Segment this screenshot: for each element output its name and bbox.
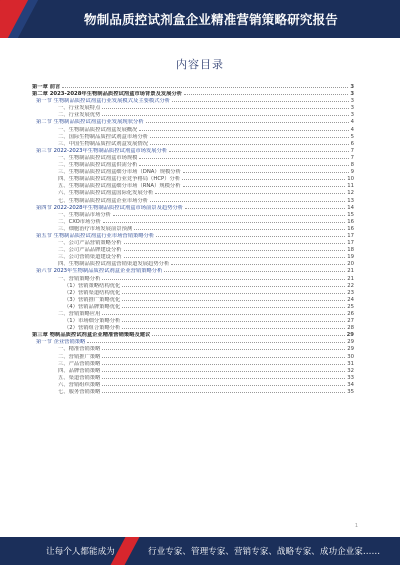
toc-entry[interactable]: [32, 84, 354, 91]
toc-entry-page: 34: [347, 381, 354, 388]
footer-slogan-right: 行业专家、管理专家、营销专家、战略专家、成功企业家……: [148, 547, 381, 557]
toc-entry-page: 12: [347, 190, 354, 197]
toc-leader-dots: [122, 293, 345, 294]
toc-entry-label: （4）营销品牌策略优化: [64, 303, 121, 310]
toc-entry-page: 27: [347, 318, 354, 325]
toc-entry[interactable]: [32, 261, 354, 268]
toc-entry-label: 第三章 物制品质控试剂盒企业精准营销策略及建议: [32, 332, 151, 339]
toc-entry[interactable]: [32, 368, 354, 375]
toc-entry[interactable]: [32, 290, 354, 297]
toc-entry-label: 七、服务营销策略: [58, 389, 101, 396]
toc-entry[interactable]: [32, 212, 354, 219]
toc-entry-label: 一、精准营销策略: [58, 346, 101, 353]
toc-leader-dots: [102, 357, 345, 358]
toc-entry-label: 五、生物制品质控试剂盒细分市场（RNA）规模分析: [58, 183, 181, 190]
toc-entry-label: （3）营销推广策略优化: [64, 296, 121, 303]
toc-entry-label: 二、营销策略应用: [58, 311, 101, 317]
toc-leader-dots: [152, 335, 344, 336]
toc-entry-label: 三、产品营销策略: [58, 360, 101, 367]
toc-entry-page: 31: [347, 360, 354, 367]
toc-leader-dots: [122, 321, 345, 322]
toc-entry-label: 二、生物制品质控试剂盒供需分析: [58, 162, 138, 169]
toc-entry[interactable]: [32, 205, 354, 212]
toc-leader-dots: [139, 158, 348, 159]
toc-entry-label: 二、CXO市场分析: [58, 218, 101, 225]
toc-leader-dots: [102, 349, 345, 350]
toc-entry-page: 7: [350, 147, 354, 154]
toc-entry-page: 32: [347, 367, 354, 374]
toc-entry-page: 28: [347, 325, 354, 332]
toc-leader-dots: [124, 257, 346, 258]
toc-leader-dots: [124, 250, 346, 251]
toc-entry[interactable]: [32, 354, 354, 361]
page-number: 1: [354, 523, 358, 529]
toc-entry-page: 19: [347, 254, 354, 261]
toc-entry[interactable]: [32, 254, 354, 261]
report-title: 物制品质控试剂盒企业精准营销策略研究报告: [84, 12, 339, 27]
toc-entry[interactable]: [32, 240, 354, 247]
toc-leader-dots: [156, 236, 345, 237]
toc-entry-label: 六、营销组织策略: [58, 381, 101, 388]
toc-entry-page: 4: [350, 119, 354, 126]
toc-entry-label: 第二章 2023-2028年生物制品质控试剂盒市场背景及发展分析: [32, 91, 183, 98]
toc-entry-page: 10: [347, 176, 354, 183]
toc-entry-label: （1）市场细分策略分析: [64, 318, 121, 325]
toc-leader-dots: [134, 229, 345, 230]
toc-leader-dots: [113, 215, 345, 216]
toc-leader-dots: [122, 307, 345, 308]
toc-entry-page: 24: [347, 296, 354, 303]
toc-entry[interactable]: [32, 375, 354, 382]
toc-entry-label: （1）营销策略结构优化: [64, 282, 121, 289]
toc-entry[interactable]: [32, 339, 354, 346]
toc-entry[interactable]: [32, 190, 354, 197]
toc-entry-label: 一、生物制品质控试剂盒市场规模: [58, 154, 138, 161]
toc-entry-label: 一、生物制品质控试剂盒发展概况: [58, 126, 138, 133]
toc-leader-dots: [171, 264, 345, 265]
toc-leader-dots: [62, 87, 348, 88]
toc-entry-label: 三、生物制品质控试剂盒细分市场（DNA）规模分析: [58, 169, 181, 176]
toc-entry-page: 21: [347, 268, 354, 275]
toc-entry-page: 35: [347, 389, 354, 396]
toc-entry-label: 第五节 生物制品质控试剂盒行业市场营销策略分析: [36, 232, 155, 239]
toc-entry-page: 33: [347, 374, 354, 381]
toc-entry[interactable]: [32, 162, 354, 169]
toc-leader-dots: [124, 243, 346, 244]
toc-entry[interactable]: [32, 297, 354, 304]
toc-entry[interactable]: [32, 91, 354, 98]
toc-entry-label: 二、国际生物制品质控试剂盒市场分析: [58, 133, 149, 140]
toc-leader-dots: [102, 385, 345, 386]
toc-entry-label: 三、公司营销渠道建设分析: [58, 254, 122, 261]
toc-entry-page: 3: [350, 91, 354, 98]
toc-leader-dots: [122, 300, 345, 301]
toc-entry[interactable]: [32, 219, 354, 226]
toc-entry-page: 5: [350, 133, 354, 140]
toc-entry-label: 第六节 2023年生物制品质控试剂盒企业营销策略分析: [36, 268, 163, 275]
toc-leader-dots: [155, 193, 345, 194]
toc-leader-dots: [150, 201, 345, 202]
toc-entry-page: 29: [347, 339, 354, 346]
toc-entry-label: 四、生物制品质控试剂盒行业竞争格局（HCP）分析: [58, 176, 181, 183]
toc-leader-dots: [182, 179, 345, 180]
toc-leader-dots: [102, 371, 345, 372]
toc-entry[interactable]: [32, 141, 354, 148]
toc-entry-page: 6: [350, 140, 354, 147]
toc-entry[interactable]: [32, 318, 354, 325]
toc-entry-page: 15: [347, 211, 354, 218]
toc-entry-page: 22: [347, 282, 354, 289]
toc-leader-dots: [183, 172, 349, 173]
toc-entry-page: 3: [350, 84, 354, 90]
toc-entry-label: 三、细胞治疗市场发展前景预测: [58, 225, 133, 232]
toc-entry[interactable]: [32, 155, 354, 162]
toc-entry-page: 11: [347, 183, 354, 190]
toc-entry-page: 16: [347, 225, 354, 232]
toc-entry-label: 第一节 生物制品质控试剂盒行业发展模式及主要模式分析: [36, 98, 171, 105]
toc-heading: 内容目录: [176, 58, 224, 71]
toc-entry-page: 25: [347, 303, 354, 310]
toc-entry-label: 四、品牌营销策略: [58, 367, 101, 374]
toc-entry-page: 4: [350, 126, 354, 133]
toc-entry[interactable]: [32, 304, 354, 311]
toc-leader-dots: [102, 314, 345, 315]
toc-entry-page: 21: [347, 275, 354, 282]
toc-entry-page: 17: [347, 232, 354, 239]
toc-entry-page: 18: [347, 247, 354, 254]
toc-leader-dots: [102, 108, 348, 109]
toc-entry-label: 一、行业发展特点: [58, 105, 101, 112]
toc-entry[interactable]: [32, 148, 354, 155]
toc-entry-page: 23: [347, 289, 354, 296]
toc-entry[interactable]: [32, 127, 354, 134]
toc-leader-dots: [150, 137, 349, 138]
toc-entry[interactable]: [32, 233, 354, 240]
toc-entry[interactable]: [32, 346, 354, 353]
toc-leader-dots: [102, 378, 345, 379]
toc-leader-dots: [102, 115, 348, 116]
toc-entry[interactable]: [32, 311, 354, 318]
toc-entry-label: 一、营销策略分析: [58, 275, 101, 282]
report-header: [0, 0, 400, 38]
toc-entry-page: 13: [347, 197, 354, 204]
footer-slogan-left: 让每个人都能成为: [46, 547, 115, 557]
toc-entry-page: 16: [347, 218, 354, 225]
toc-entry-label: 六、生物制品质控试剂盒国际化发展分析: [58, 190, 154, 197]
toc-entry[interactable]: [32, 176, 354, 183]
toc-entry-label: 五、渠道营销策略: [58, 374, 101, 381]
toc-entry-label: 第四节 2022-2028年生物制品质控试剂盒市场前景及趋势分析: [36, 204, 184, 211]
toc-entry[interactable]: [32, 98, 354, 105]
toc-entry[interactable]: [32, 112, 354, 119]
toc-leader-dots: [102, 364, 345, 365]
report-footer: [0, 537, 400, 565]
toc-entry-page: 8: [350, 162, 354, 169]
toc-entry-label: 二、行业发展优势: [58, 112, 101, 119]
toc-entry-label: 第三节 2022-2023年生物制品质控试剂盒市场发展分析: [36, 147, 168, 154]
toc-entry-page: 29: [346, 332, 354, 339]
toc-entry[interactable]: [32, 325, 354, 332]
toc-leader-dots: [122, 286, 345, 287]
toc-leader-dots: [146, 122, 349, 123]
toc-entry[interactable]: [32, 226, 354, 233]
toc-entry-page: 30: [347, 353, 354, 360]
toc-entry[interactable]: [32, 183, 354, 190]
toc-entry-label: 一、生物制品市场分析: [58, 211, 111, 218]
toc-leader-dots: [172, 101, 349, 102]
toc-leader-dots: [102, 392, 345, 393]
toc-entry[interactable]: [32, 119, 354, 126]
toc-leader-dots: [183, 186, 346, 187]
toc-leader-dots: [122, 328, 345, 329]
toc-entry-page: 3: [350, 105, 354, 112]
toc-entry-label: 一、公司产品营销策略分析: [58, 240, 122, 247]
toc-leader-dots: [139, 130, 348, 131]
toc-leader-dots: [103, 222, 345, 223]
toc-entry-label: （2）营销组合策略分析: [64, 325, 121, 332]
toc-entry-label: 第一章 前言: [32, 84, 61, 90]
toc-entry[interactable]: [32, 247, 354, 254]
toc-entry[interactable]: [32, 198, 354, 205]
toc-leader-dots: [185, 208, 345, 209]
toc-entry-page: 14: [347, 204, 354, 211]
toc-entry[interactable]: [32, 361, 354, 368]
toc-entry[interactable]: [32, 169, 354, 176]
toc-entry-label: 二、营销推广策略: [58, 353, 101, 360]
toc-entry[interactable]: [32, 389, 354, 396]
toc-entry-page: 20: [347, 261, 354, 268]
toc-leader-dots: [184, 94, 348, 95]
toc-entry-page: 17: [347, 240, 354, 247]
toc-leader-dots: [139, 165, 348, 166]
toc-entry[interactable]: [32, 332, 354, 339]
toc-entry-label: 第二节 生物制品质控试剂盒行业发展现状分析: [36, 119, 144, 126]
toc-entry-label: （2）营销渠道结构优化: [64, 289, 121, 296]
toc-entry-label: 七、生物制品质控试剂盒企业市场分析: [58, 197, 149, 204]
toc-entry-label: 四、生物制品质控试剂盒营销渠道发展趋势分析: [58, 261, 170, 268]
toc-leader-dots: [87, 342, 345, 343]
toc-entry[interactable]: [32, 268, 354, 275]
toc-entry-page: 3: [350, 98, 354, 105]
toc-entry-page: 29: [347, 346, 354, 353]
toc-entry-page: 9: [350, 169, 354, 176]
toc-entry-label: 二、公司产品品牌建设分析: [58, 247, 122, 254]
toc-leader-dots: [164, 271, 345, 272]
toc-entry[interactable]: [32, 276, 354, 283]
toc-leader-dots: [169, 151, 348, 152]
toc-entry[interactable]: [32, 283, 354, 290]
table-of-contents: [32, 84, 354, 396]
toc-entry[interactable]: [32, 134, 354, 141]
toc-leader-dots: [150, 144, 349, 145]
toc-entry-label: 三、中国生物制品质控试剂盒发展情况: [58, 140, 149, 147]
toc-entry-page: 7: [350, 154, 354, 161]
toc-entry[interactable]: [32, 382, 354, 389]
toc-entry-page: 3: [350, 112, 354, 119]
toc-entry-page: 26: [347, 311, 354, 317]
toc-leader-dots: [102, 279, 345, 280]
toc-entry-label: 第一节 企业营销策略: [36, 339, 86, 346]
toc-entry[interactable]: [32, 105, 354, 112]
